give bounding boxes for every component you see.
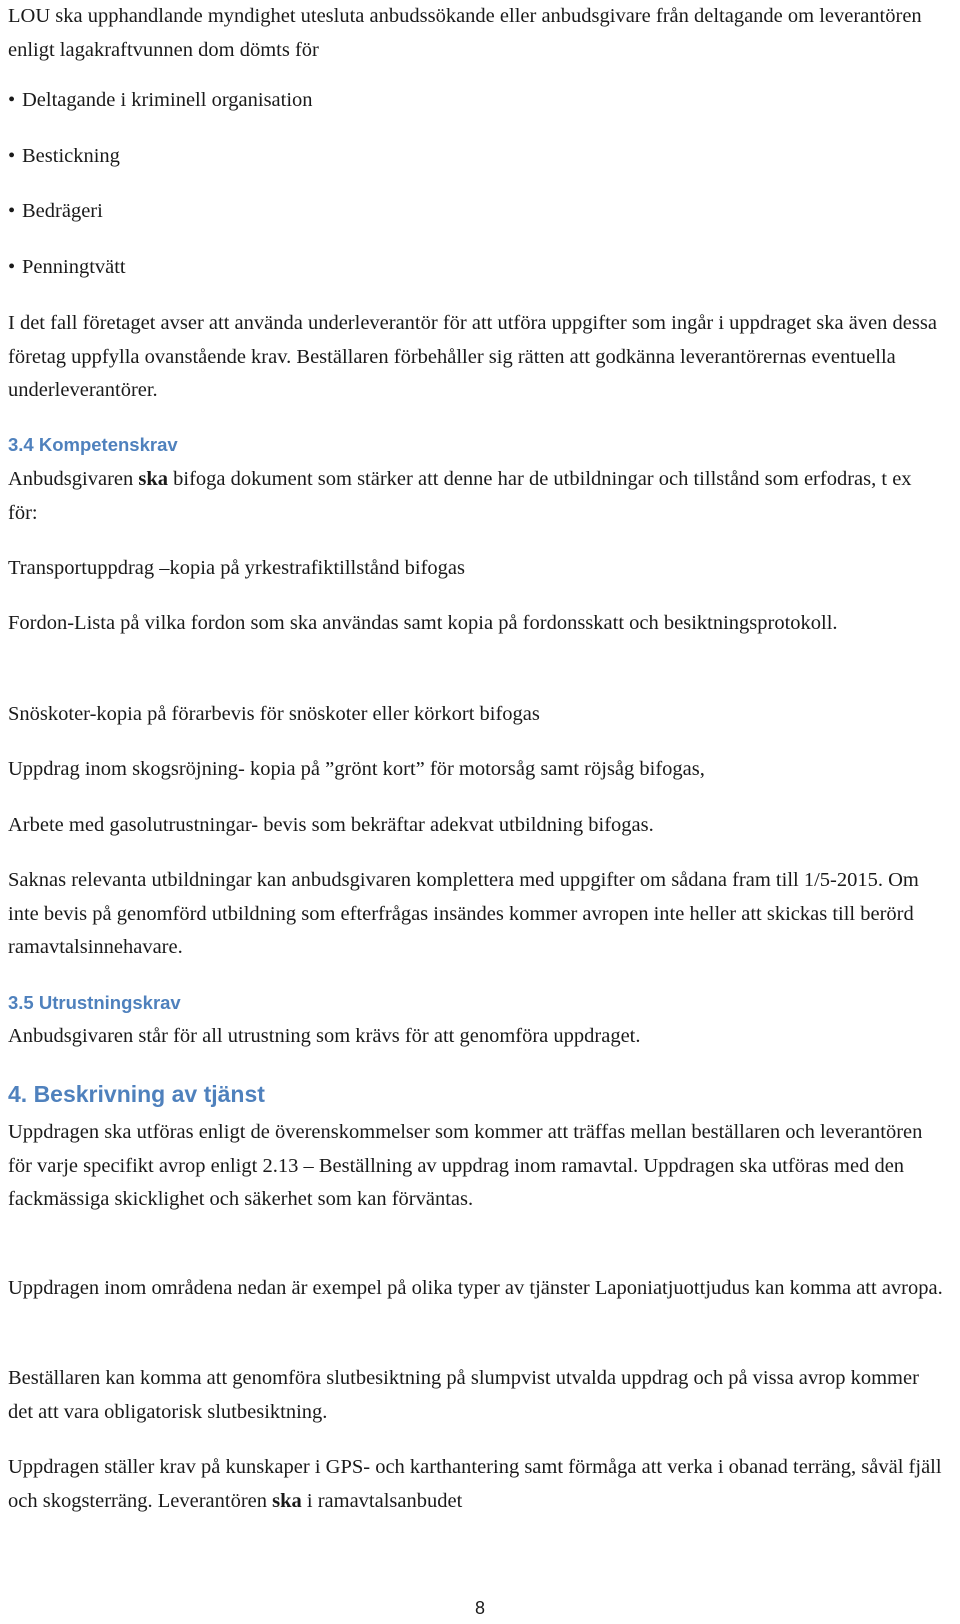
page-number: 8 (474, 1598, 485, 1618)
list-item: • Bestickning (8, 145, 120, 167)
subcontractor-paragraph: I det fall företaget avser att använda underleverantör för att utföra uppgifter som ingår i uppdraget ska även dessa företag uppfylla ovanstående krav. Beställaren förbehåller sig rätten att godkänna leverantörernas eventuella underleverantörer. (8, 312, 937, 402)
list-item: • Deltagande i kriminell organisation (8, 89, 313, 111)
service-paragraph: Uppdragen ställer krav på kunskaper i GPS- och karthantering samt förmåga att verka i obanad terräng, såväl fjäll och skogsterräng. Leverantören ska i ramavtalsanbudet (8, 1456, 942, 1512)
competence-item: Saknas relevanta utbildningar kan anbudsgivaren komplettera med uppgifter om sådana fram till 1/5-2015. Om inte bevis på genomförd utbildning som efterfrågas insändes kommer avropen inte heller att skickas till berörd ramavtalsinnehavare. (8, 869, 919, 959)
section-heading-3-5: 3.5 Utrustningskrav (8, 992, 181, 1013)
competence-item: Arbete med gasolutrustningar- bevis som bekräftar adekvat utbildning bifogas. (8, 814, 654, 836)
equipment-paragraph: Anbudsgivaren står för all utrustning som krävs för att genomföra uppdraget. (8, 1025, 641, 1047)
competence-lead-paragraph: Anbudsgivaren ska bifoga dokument som stärker att denne har de utbildningar och tillstånd som erfodras, t ex för: (8, 468, 912, 524)
competence-item: Fordon-Lista på vilka fordon som ska användas samt kopia på fordonsskatt och besiktningsprotokoll. (8, 612, 838, 634)
service-paragraph: Beställaren kan komma att genomföra slutbesiktning på slumpvist utvalda uppdrag och på vissa avrop kommer det att vara obligatorisk slutbesiktning. (8, 1367, 919, 1423)
competence-item: Uppdrag inom skogsröjning- kopia på ”grönt kort” för motorsåg samt röjsåg bifogas, (8, 758, 705, 780)
service-paragraph: Uppdragen inom områdena nedan är exempel på olika typer av tjänster Laponiatjuottjudus kan komma att avropa. (8, 1277, 943, 1299)
list-item: • Bedrägeri (8, 200, 103, 222)
competence-item: Transportuppdrag –kopia på yrkestrafiktillstånd bifogas (8, 557, 465, 579)
section-heading-3-4: 3.4 Kompetenskrav (8, 434, 178, 455)
intro-paragraph: LOU ska upphandlande myndighet utesluta anbudssökande eller anbudsgivare från deltagande om leverantören enligt lagakraftvunnen dom dömts för (8, 5, 922, 61)
list-item: • Penningtvätt (8, 256, 126, 278)
section-heading-4: 4. Beskrivning av tjänst (8, 1081, 265, 1107)
competence-item: Snöskoter-kopia på förarbevis för snöskoter eller körkort bifogas (8, 703, 540, 725)
service-paragraph: Uppdragen ska utföras enligt de överenskommelser som kommer att träffas mellan beställaren och leverantören för varje specifikt avrop enligt 2.13 – Beställning av uppdrag inom ramavtal. Uppdragen ska utföras med den fackmässiga skicklighet och säkerhet som kan förväntas. (8, 1121, 923, 1211)
